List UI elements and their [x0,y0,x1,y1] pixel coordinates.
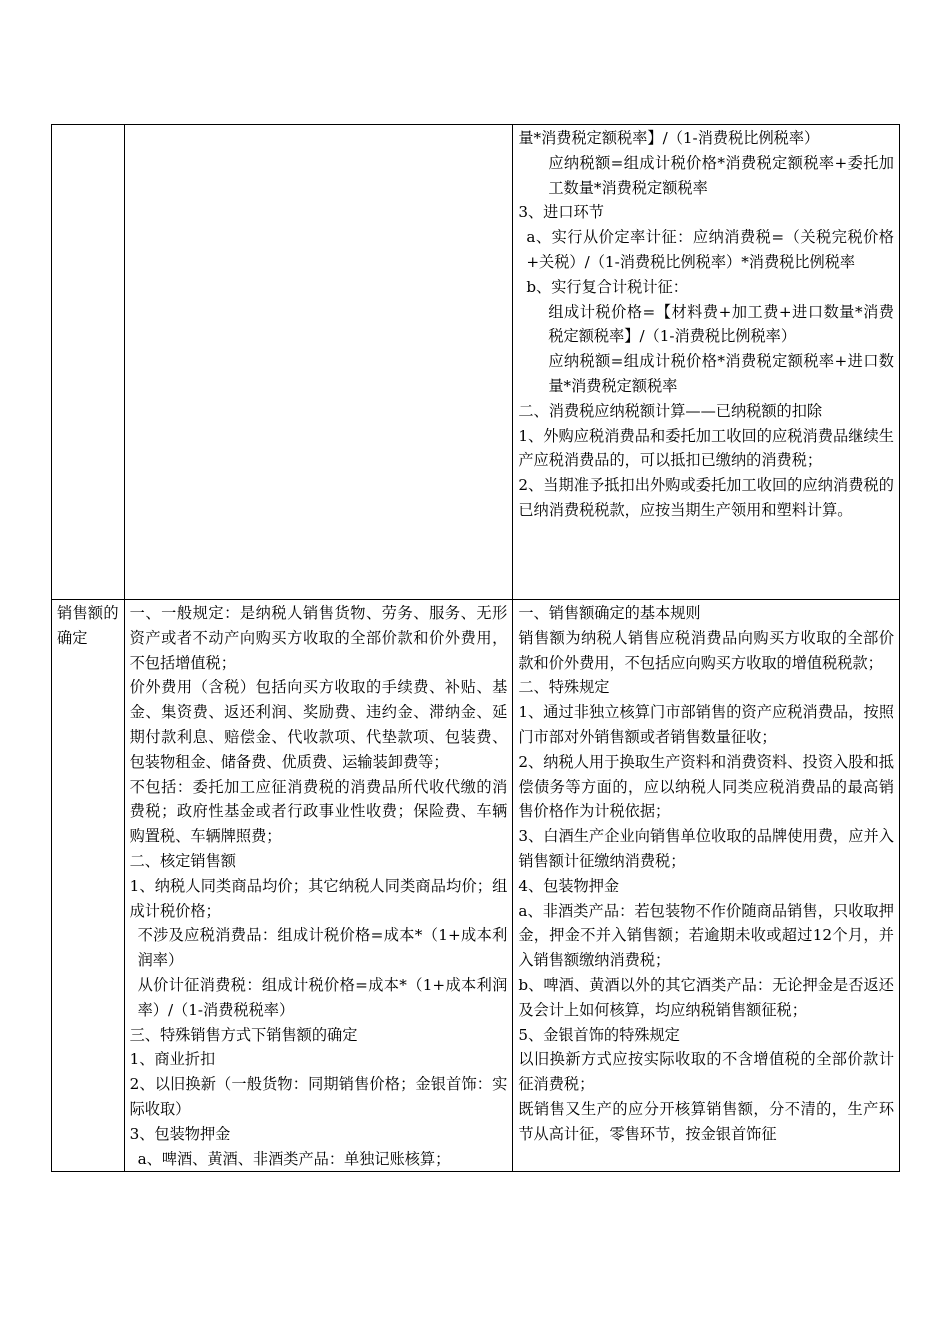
detail-line: 以旧换新方式应按实际收取的不含增值税的全部价款计征消费税； [518,1050,894,1094]
policy-line: 三、特殊销售方式下销售额的确定 [129,1025,358,1044]
detail-line: 2、当期准予抵扣出外购或委托加工收回的应纳消费税的已纳消费税税款，应按当期生产领用和塑料计算。 [518,476,894,519]
table-row [52,600,900,1172]
detail-line: a、实行从价定率计征：应纳消费税=（关税完税价格+关税）/（1-消费税比例税率）*消费税比例税率 [526,228,894,271]
detail-line: 量*消费税定额税率】/（1-消费税比例税率） [518,129,820,147]
policy-line: 2、以旧换新（一般货物：同期销售价格；金银首饰：实际收取） [129,1075,508,1118]
detail-line: 3、进口环节 [518,203,604,222]
policy-cell [124,600,513,1172]
detail-line: 应纳税额=组成计税价格*消费税定额税率+进口数量*消费税定额税率 [548,352,894,395]
category-label: 销售额的确定 [57,604,119,647]
policy-line: 3、包装物押金 [129,1124,231,1143]
policy-line: 价外费用（含税）包括向买方收取的手续费、补贴、基金、集资费、返还利润、奖励费、违约金、滞纳金、延期付款利息、赔偿金、代收款项、代垫款项、包装费、包装物租金、储备费、优质费、运输装卸费等； [129,678,508,771]
policy-line: 一、一般规定：是纳税人销售货物、劳务、服务、无形资产或者不动产向购买方收取的全部价款和价外费用，不包括增值税； [129,604,508,672]
table-row [52,125,900,600]
detail-line: b、啤酒、黄酒以外的其它酒类产品：无论押金是否返还及会计上如何核算，均应纳税销售额征税； [518,975,894,1019]
policy-line: 不涉及应税消费品：组成计税价格=成本*（1+成本利润率） [137,926,508,970]
detail-line: 3、白酒生产企业向销售单位收取的品牌使用费，应并入销售额计征缴纳消费税； [518,827,894,870]
policy-line: 不包括：委托加工应征消费税的消费品所代收代缴的消费税；政府性基金或者行政事业性收费；保险费、车辆购置税、车辆牌照费； [129,777,508,846]
policy-line: 1、商业折扣 [129,1050,216,1069]
detail-line: 1、通过非独立核算门市部销售的资产应税消费品，按照门市部对外销售额或者销售数量征收； [518,703,894,746]
detail-line: 一、销售额确定的基本规则 [518,604,701,622]
category-cell [52,125,125,600]
detail-line: 应纳税额=组成计税价格*消费税定额税率+委托加工数量*消费税定额税率 [548,153,894,197]
policy-line: 二、核定销售额 [129,851,236,870]
detail-line: 二、消费税应纳税额计算——已纳税额的扣除 [518,401,823,420]
detail-cell [513,125,900,600]
detail-cell [513,600,900,1172]
detail-line: 组成计税价格=【材料费+加工费+进口数量*消费税定额税率】/（1-消费税比例税率） [548,302,894,346]
detail-line: 2、纳税人用于换取生产资料和消费资料、投资入股和抵偿债务等方面的，应以纳税人同类应税消费品的最高销售价格作为计税依据； [518,752,894,821]
detail-line: 1、外购应税消费品和委托加工收回的应税消费品继续生产应税消费品的，可以抵扣已缴纳的消费税； [518,426,894,470]
detail-line: 销售额为纳税人销售应税消费品向购买方收取的全部价款和价外费用，不包括应向购买方收取的增值税税款； [518,628,894,672]
tax-table [51,124,900,1172]
detail-line: 5、金银首饰的特殊规定 [518,1025,680,1044]
policy-cell [124,125,513,600]
detail-line: a、非酒类产品：若包装物不作价随商品销售，只收取押金，押金不并入销售额；若逾期未收或超过12个月，并入销售额缴纳消费税； [518,901,894,970]
detail-line: 既销售又生产的应分开核算销售额，分不清的，生产环节从高计征，零售环节，按金银首饰征 [518,1099,894,1143]
detail-line: 4、包装物押金 [518,876,620,895]
detail-line: 二、特殊规定 [518,678,610,697]
policy-line: 1、纳税人同类商品均价；其它纳税人同类商品均价；组成计税价格； [129,876,508,920]
detail-line: b、实行复合计税计征： [526,277,688,296]
policy-line: a、啤酒、黄酒、非酒类产品：单独记账核算； [137,1149,451,1168]
category-cell [52,600,125,1172]
policy-line: 从价计征消费税：组成计税价格=成本*（1+成本利润率）/（1-消费税税率） [137,975,508,1019]
